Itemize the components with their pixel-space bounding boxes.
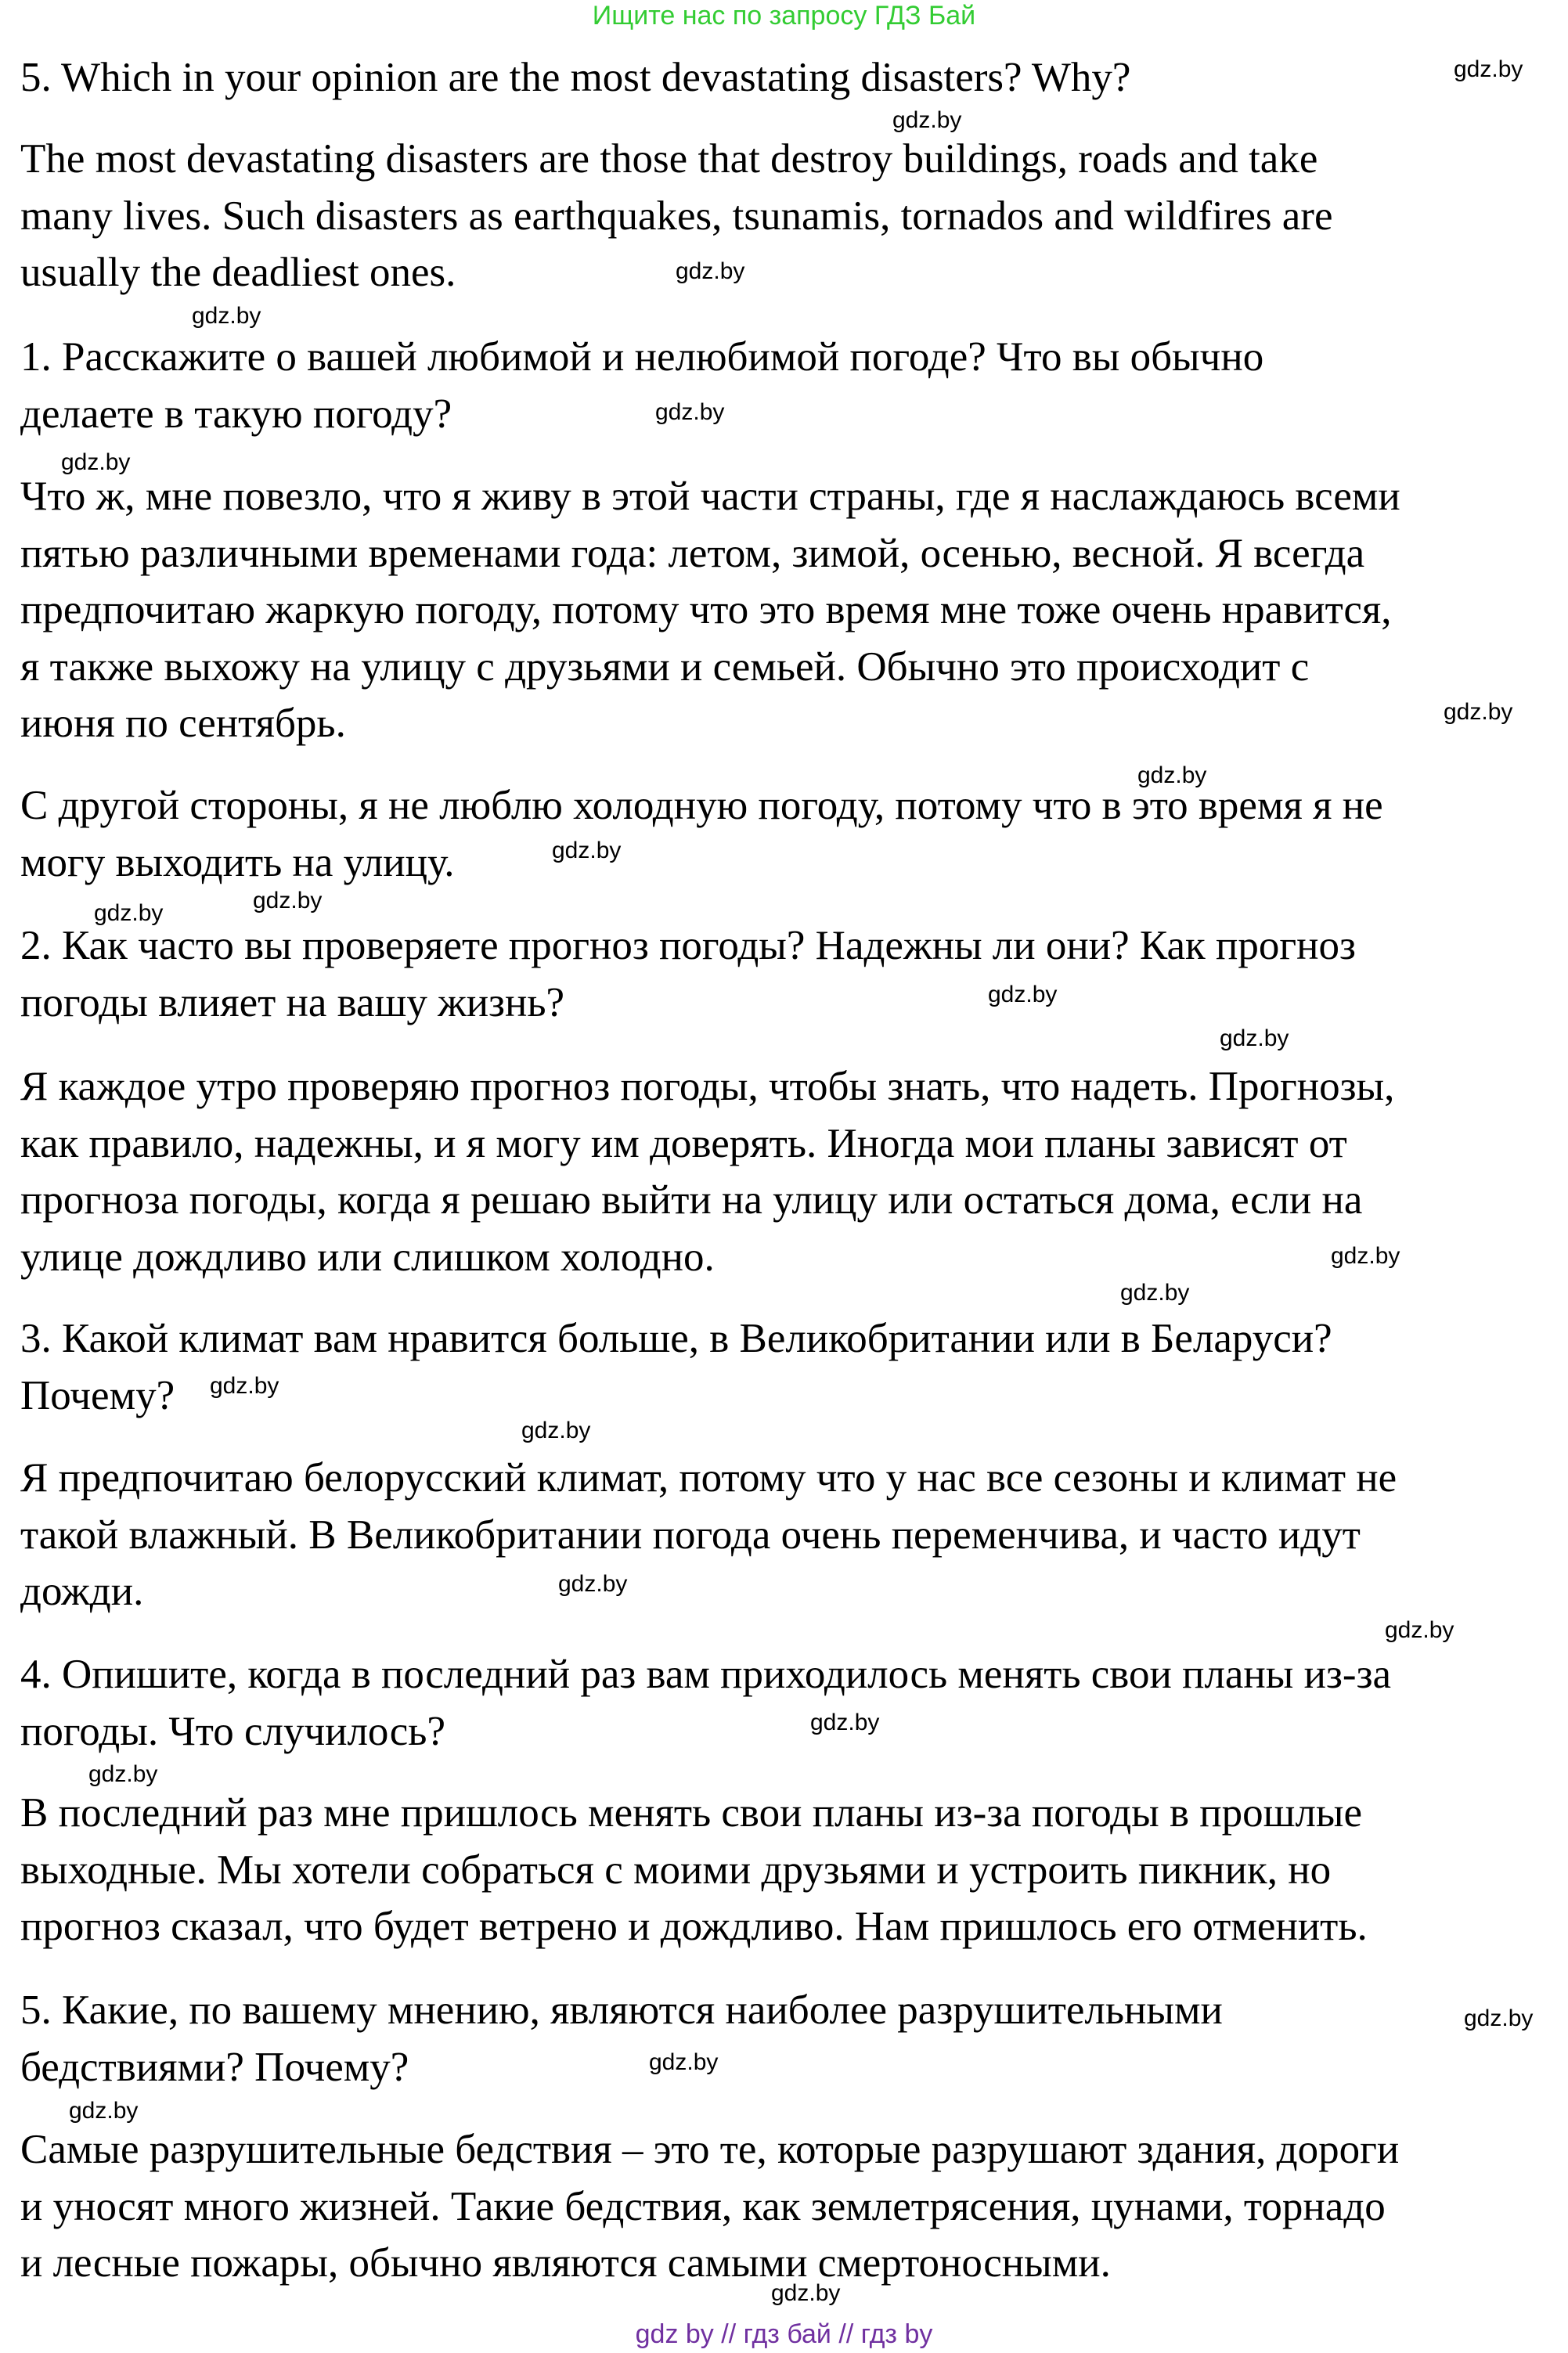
watermark: gdz.by [253,888,323,913]
text-line: выходные. Мы хотели собраться с моими друзьями и устроить пикник, но [20,1847,1332,1893]
text-line: делаете в такую погоду? [20,391,452,437]
answer-block [20,1785,1555,1955]
text-line: дожди. [20,1569,144,1614]
watermark: gdz.by [892,107,962,133]
text-line: many lives. Such disasters as earthquakes, tsunamis, tornados and wildfires are [20,193,1333,239]
text-line: 3. Какой климат вам нравится больше, в Великобритании или в Беларуси? [20,1316,1332,1361]
text-line: Что ж, мне повезло, что я живу в этой части страны, где я наслаждаюсь всеми [20,474,1400,519]
watermark: gdz.by [810,1710,880,1735]
watermark: gdz.by [1220,1025,1289,1051]
question-block [20,917,1555,1031]
text-line: прогноз сказал, что будет ветрено и дождливо. Нам пришлось его отменить. [20,1904,1368,1949]
text-line: В последний раз мне пришлось менять свои планы из-за погоды в прошлые [20,1790,1363,1836]
watermark: gdz.by [1331,1243,1400,1269]
watermark: gdz.by [1444,699,1513,725]
text-line: июня по сентябрь. [20,701,346,746]
watermark: gdz.by [88,1761,158,1787]
text-line: 5. Какие, по вашему мнению, являются наиболее разрушительными [20,1987,1223,2033]
text-line: 2. Как часто вы проверяете прогноз погоды? Надежны ли они? Как прогноз [20,923,1356,968]
watermark: gdz.by [988,982,1058,1007]
text-line: 1. Расскажите о вашей любимой и нелюбимой погоде? Что вы обычно [20,334,1264,380]
watermark: gdz.by [192,303,261,329]
watermark: gdz.by [1454,56,1523,82]
text-line: бедствиями? Почему? [20,2044,409,2090]
text-line: Я предпочитаю белорусский климат, потому что у нас все сезоны и климат не [20,1455,1397,1501]
text-line: и лесные пожары, обычно являются самыми смертоносными. [20,2240,1111,2286]
text-line: погоды влияет на вашу жизнь? [20,979,565,1025]
question-block [20,1646,1555,1760]
text-line: я также выхожу на улицу с друзьями и семьей. Обычно это происходит с [20,643,1310,690]
text-line: погоды. Что случилось? [20,1708,445,1754]
text-line: Почему? [20,1372,175,1418]
watermark: gdz.by [649,2049,719,2075]
text-line: usually the deadliest ones. [20,250,456,295]
question-block [20,1310,1555,1424]
text-line: 4. Опишите, когда в последний раз вам приходилось менять свои планы из-за [20,1652,1392,1697]
watermark: gdz.by [552,838,622,863]
text-line: и уносят много жизней. Такие бедствия, как землетрясения, цунами, торнадо [20,2183,1386,2229]
answer-block [20,777,1555,891]
watermark: gdz.by [558,1571,628,1597]
text-line: пятью различными временами года: летом, зимой, осенью, весной. Я всегда [20,530,1365,576]
watermark: gdz.by [210,1373,279,1399]
question-block [20,49,1555,106]
text-line: такой влажный. В Великобритании погода очень переменчива, и часто идут [20,1512,1361,1558]
question-block [20,329,1555,442]
text-line: 5. Which in your opinion are the most devastating disasters? Why? [20,55,1131,100]
question-block [20,1982,1555,2095]
text-line: прогноза погоды, когда я решаю выйти на улицу или остаться дома, если на [20,1177,1363,1223]
watermark: gdz.by [1385,1617,1454,1643]
watermark: gdz.by [771,2280,841,2306]
answer-block [20,1058,1555,1285]
text-line: как правило, надежны, и я могу им доверять. Иногда мои планы зависят от [20,1120,1347,1166]
watermark: gdz.by [1137,762,1207,788]
watermark: gdz.by [69,2098,139,2124]
text-line: Я каждое утро проверяю прогноз погоды, чтобы знать, что надеть. Прогнозы, [20,1064,1395,1109]
header-search-hint: Ищите нас по запросу ГДЗ Бай [592,1,976,31]
text-line: улице дождливо или слишком холодно. [20,1234,715,1280]
footer-brand-links: gdz by // гдз бай // гдз by [635,2319,933,2349]
text-line: С другой стороны, я не люблю холодную погоду, потому что в это время я не [20,783,1383,828]
watermark: gdz.by [1120,1280,1190,1306]
watermark: gdz.by [655,399,725,425]
answer-block [20,2121,1555,2292]
answer-block [20,131,1555,301]
watermark: gdz.by [521,1418,591,1443]
text-line: The most devastating disasters are those that destroy buildings, roads and take [20,136,1318,182]
watermark: gdz.by [94,900,164,926]
watermark: gdz.by [1464,2005,1534,2031]
text-line: Самые разрушительные бедствия – это те, которые разрушают здания, дороги [20,2127,1400,2172]
watermark: gdz.by [676,258,745,284]
watermark: gdz.by [61,449,131,475]
answer-block [20,468,1555,752]
text-line: могу выходить на улицу. [20,839,455,885]
answer-block [20,1450,1555,1620]
text-line: предпочитаю жаркую погоду, потому что это время мне тоже очень нравится, [20,587,1392,632]
